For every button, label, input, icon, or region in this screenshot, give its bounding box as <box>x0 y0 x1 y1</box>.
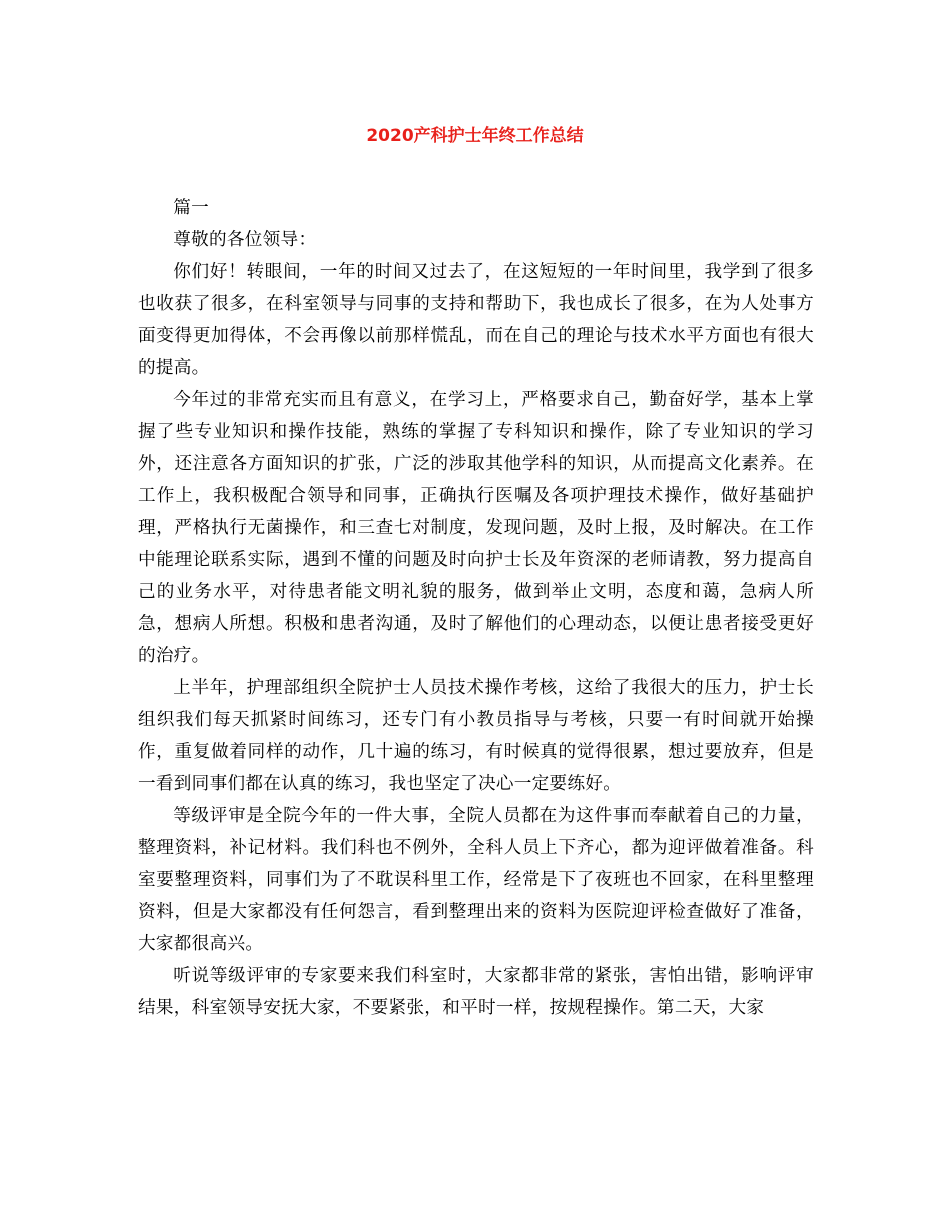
body-paragraph: 等级评审是全院今年的一件大事，全院人员都在为这件事而奉献着自己的力量，整理资料，补记材料。我们科也不例外，全科人员上下齐心，都为迎评做着准备。科室要整理资料，同事们为了不耽误科里工作，经常是下了夜班也不回家，在科里整理资料，但是大家都没有任何怨言，看到整理出来的资料为医院迎评检查做好了准备，大家都很高兴。 <box>138 806 814 954</box>
section-heading: 篇一 <box>173 198 209 218</box>
document-body <box>138 192 814 1024</box>
body-paragraph: 今年过的非常充实而且有意义，在学习上，严格要求自己，勤奋好学，基本上掌握了些专业知识和操作技能，熟练的掌握了专科知识和操作，除了专业知识的学习外，还注意各方面知识的扩张，广泛的涉取其他学科的知识，从而提高文化素养。在工作上，我积极配合领导和同事，正确执行医嘱及各项护理技术操作，做好基础护理，严格执行无菌操作，和三查七对制度，发现问题，及时上报，及时解决。在工作中能理论联系实际，遇到不懂的问题及时向护士长及年资深的老师请教，努力提高自己的业务水平，对待患者能文明礼貌的服务，做到举止文明，态度和蔼，急病人所急，想病人所想。积极和患者沟通，及时了解他们的心理动态，以便让患者接受更好的治疗。 <box>138 390 814 666</box>
salutation: 尊敬的各位领导： <box>173 230 317 250</box>
document-title: 2020产科护士年终工作总结 <box>366 126 584 146</box>
body-paragraph: 听说等级评审的专家要来我们科室时，大家都非常的紧张，害怕出错，影响评审结果，科室领导安抚大家，不要紧张，和平时一样，按规程操作。第二天，大家 <box>138 966 814 1018</box>
body-paragraph: 你们好！转眼间，一年的时间又过去了，在这短短的一年时间里，我学到了很多也收获了很多，在科室领导与同事的支持和帮助下，我也成长了很多，在为人处事方面变得更加得体，不会再像以前那样慌乱，而在自己的理论与技术水平方面也有很大的提高。 <box>138 262 814 378</box>
body-paragraph: 上半年，护理部组织全院护士人员技术操作考核，这给了我很大的压力，护士长组织我们每天抓紧时间练习，还专门有小教员指导与考核，只要一有时间就开始操作，重复做着同样的动作，几十遍的练习，有时候真的觉得很累，想过要放弃，但是一看到同事们都在认真的练习，我也坚定了决心一定要练好。 <box>138 678 814 794</box>
